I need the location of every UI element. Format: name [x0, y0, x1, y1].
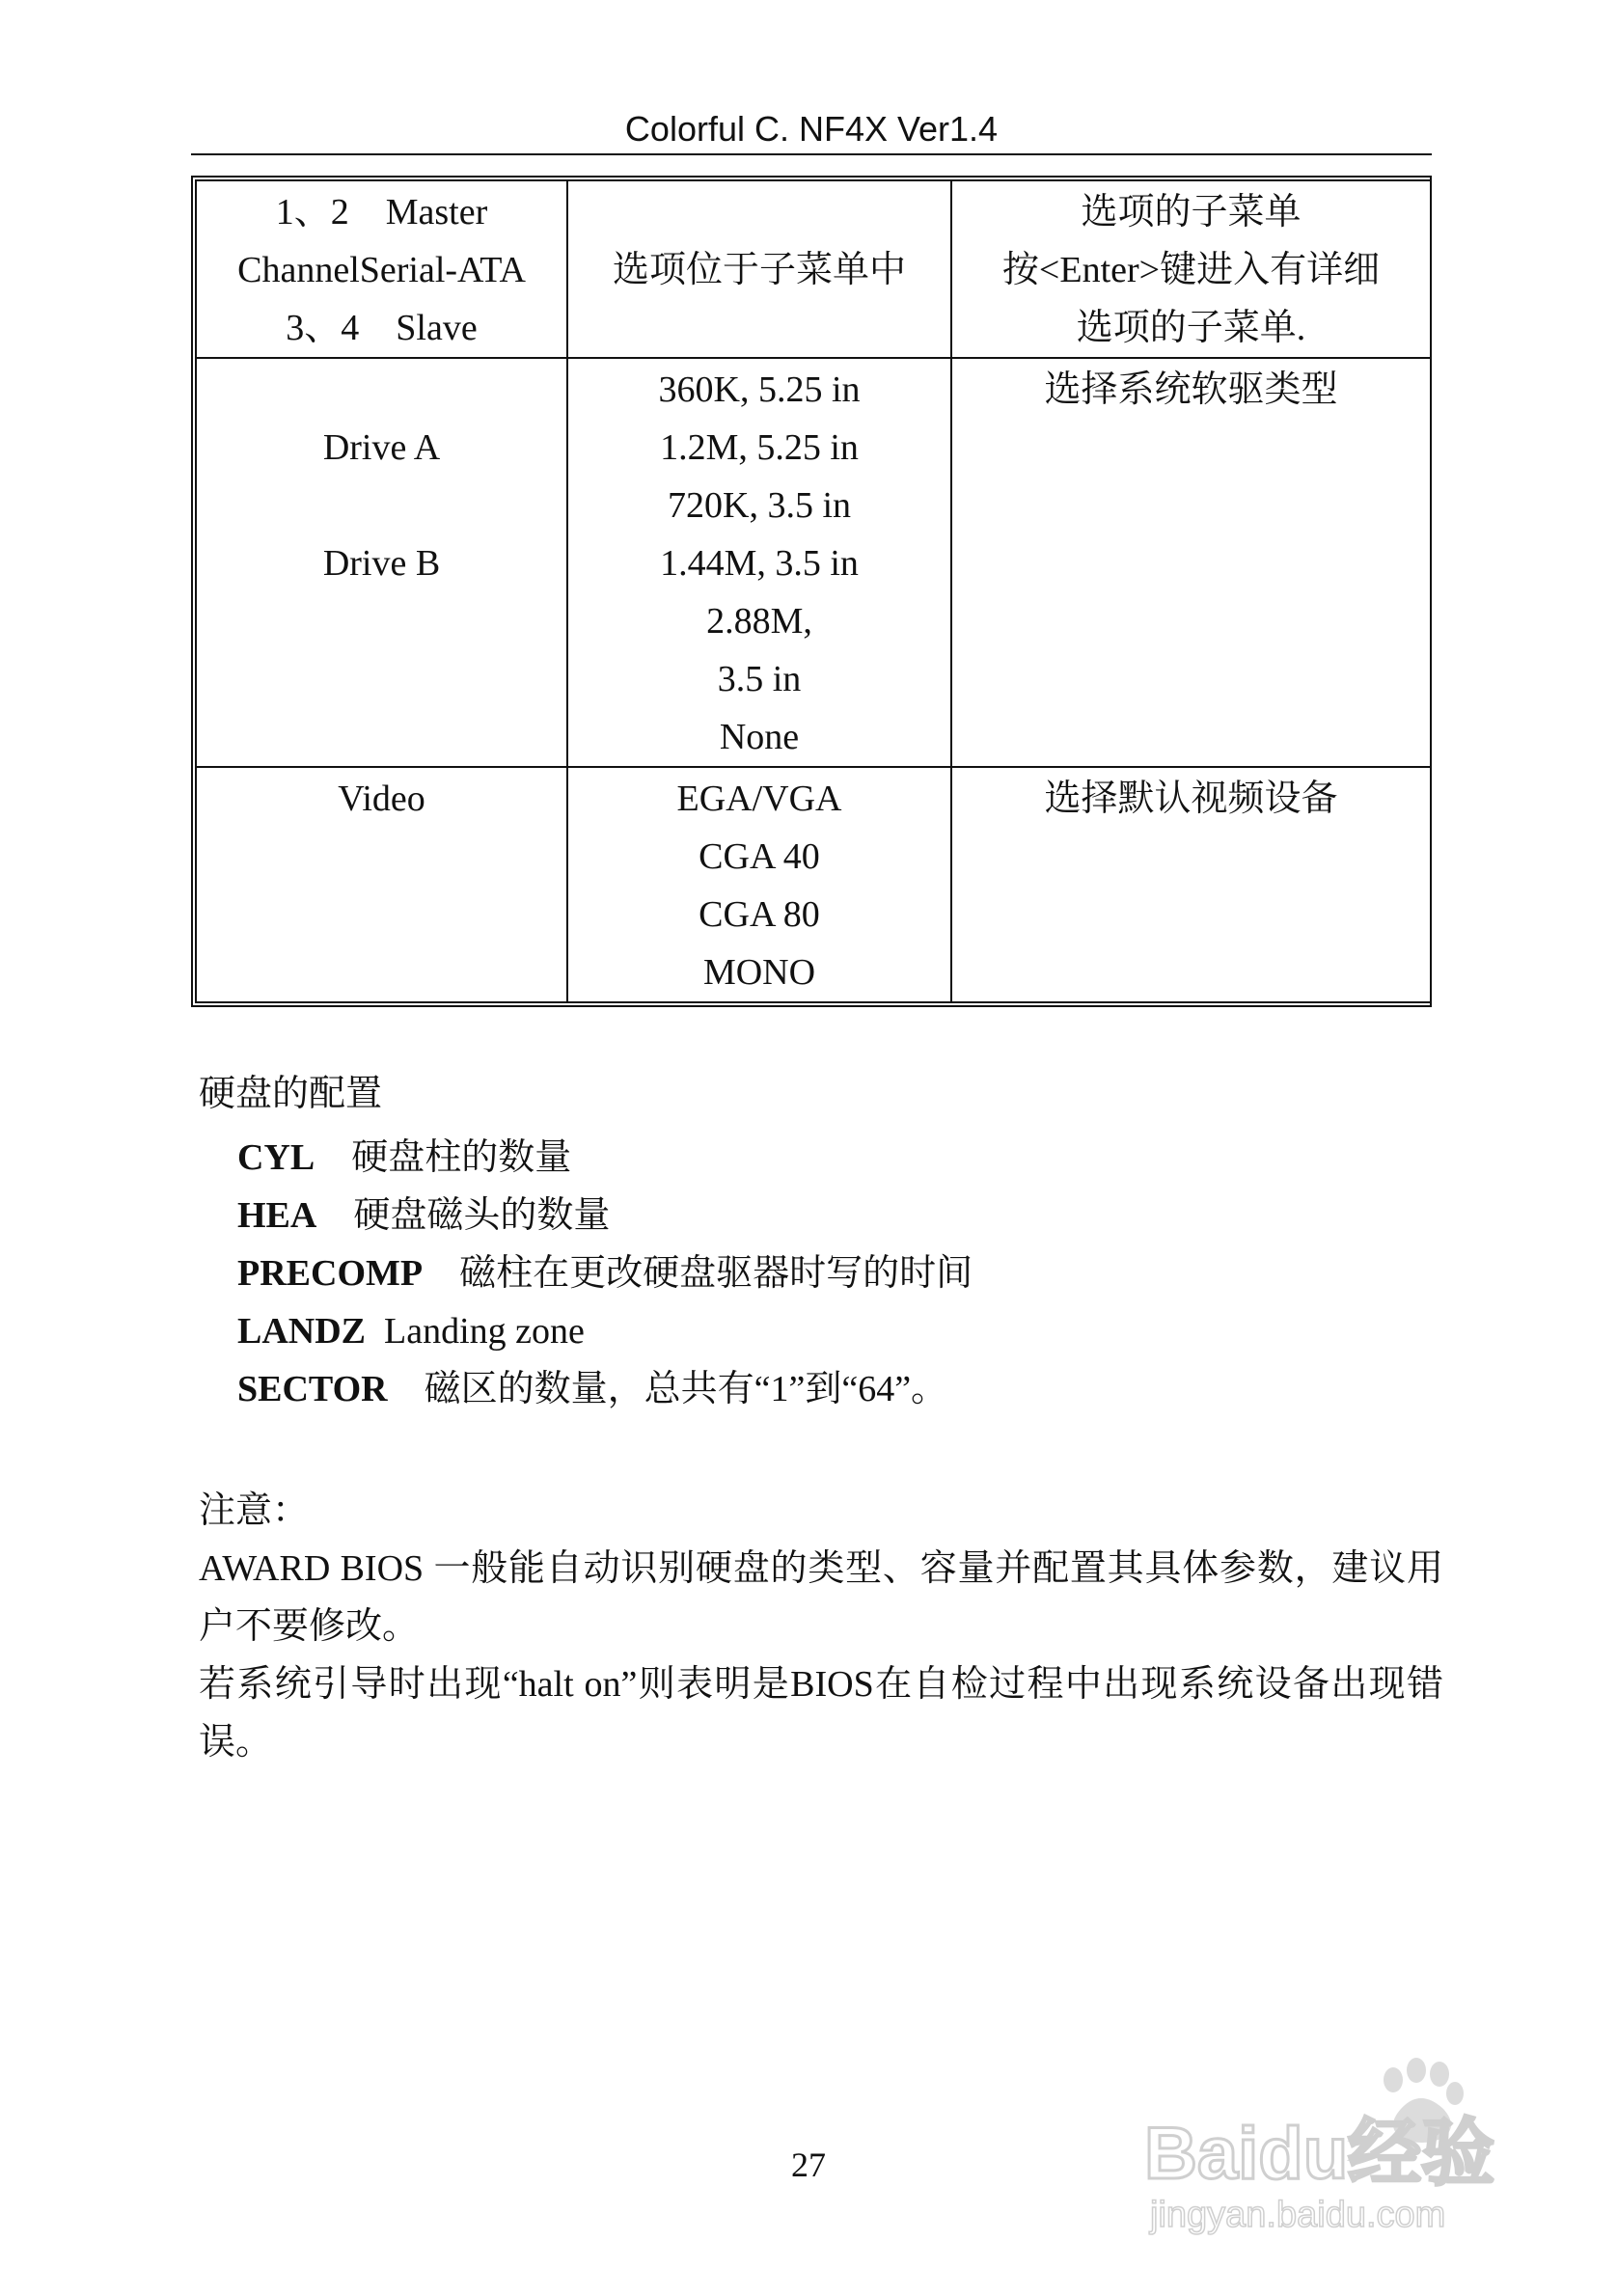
item-line: Video: [338, 779, 425, 819]
description-line: 选项的子菜单: [1081, 192, 1302, 232]
option-line: CGA 40: [699, 836, 820, 877]
definition-desc: Landing zone: [384, 1311, 585, 1352]
definition-desc: 磁区的数量，总共有“1”到“64”。: [424, 1369, 948, 1409]
options-cell: [567, 180, 951, 358]
description-cell: [951, 180, 1431, 358]
option-line: 1.44M, 3.5 in: [660, 543, 859, 584]
table-row: [196, 358, 1431, 767]
definition-desc: 磁柱在更改硬盘驱器时写的时间: [459, 1253, 973, 1294]
item-line: ChannelSerial-ATA: [237, 250, 526, 290]
options-cell: [567, 767, 951, 1002]
page-header: Colorful C. NF4X Ver1.4: [624, 109, 999, 149]
definition-item: [237, 1129, 1482, 1187]
option-line: MONO: [702, 952, 816, 993]
description-line: 选择系统软驱类型: [1044, 369, 1338, 410]
item-cell: [196, 358, 567, 767]
option-line: 选项位于子菜单中: [612, 250, 906, 290]
table-row: [196, 767, 1431, 1002]
definition-item: [237, 1360, 1482, 1418]
item-line: 1、2 Master: [275, 192, 488, 232]
item-line: [197, 477, 566, 534]
description-line: 按<Enter>键进入有详细: [1001, 250, 1381, 290]
hdd-section-title: 硬盘的配置: [199, 1074, 383, 1114]
definition-term: PRECOMP: [237, 1253, 424, 1294]
item-line: Drive A: [322, 427, 441, 468]
definition-item: [237, 1187, 1482, 1244]
option-line: [568, 183, 950, 241]
definition-item: [237, 1302, 1482, 1360]
item-cell: [196, 767, 567, 1002]
option-line: EGA/VGA: [676, 779, 842, 819]
description-cell: [951, 358, 1431, 767]
option-line: 360K, 5.25 in: [658, 369, 861, 410]
option-line: 2.88M,: [706, 601, 812, 642]
option-line: None: [719, 717, 800, 757]
baidu-watermark-logo: [1144, 2045, 1549, 2238]
definition-term: SECTOR: [237, 1369, 388, 1409]
option-line: 720K, 3.5 in: [668, 485, 851, 526]
definition-term: LANDZ: [237, 1311, 367, 1352]
item-line: Drive B: [322, 543, 441, 584]
watermark-brand: Baidu经验: [1144, 2113, 1495, 2195]
options-cell: [567, 358, 951, 767]
definition-desc: 硬盘磁头的数量: [353, 1195, 611, 1236]
definition-item: [237, 1244, 1482, 1302]
description-line: 选项的子菜单.: [1076, 308, 1306, 348]
note-paragraph-2: 若系统引导时出现“halt on”则表明是BIOS在自检过程中出现系统设备出现错误。: [199, 1664, 1443, 1763]
header-rule: [191, 153, 1432, 155]
description-cell: [951, 767, 1431, 1002]
page-number: 27: [791, 2146, 826, 2184]
item-cell: [196, 180, 567, 358]
option-line: 3.5 in: [717, 659, 802, 699]
hdd-definitions: [237, 1129, 1482, 1418]
definition-term: HEA: [237, 1195, 317, 1236]
item-line: 3、4 Slave: [286, 308, 478, 348]
description-line: 选择默认视频设备: [1044, 779, 1338, 819]
note-title: 注意：: [199, 1490, 310, 1531]
watermark-url: jingyan.baidu.com: [1150, 2195, 1446, 2235]
definition-term: CYL: [237, 1137, 315, 1178]
note-paragraph-1: AWARD BIOS 一般能自动识别硬盘的类型、容量并配置其具体参数，建议用户不要修改。: [199, 1548, 1443, 1647]
bios-options-table: [191, 176, 1432, 1007]
definition-desc: 硬盘柱的数量: [351, 1137, 572, 1178]
option-line: 1.2M, 5.25 in: [660, 427, 859, 468]
option-line: CGA 80: [699, 894, 820, 935]
table-row: [196, 180, 1431, 358]
